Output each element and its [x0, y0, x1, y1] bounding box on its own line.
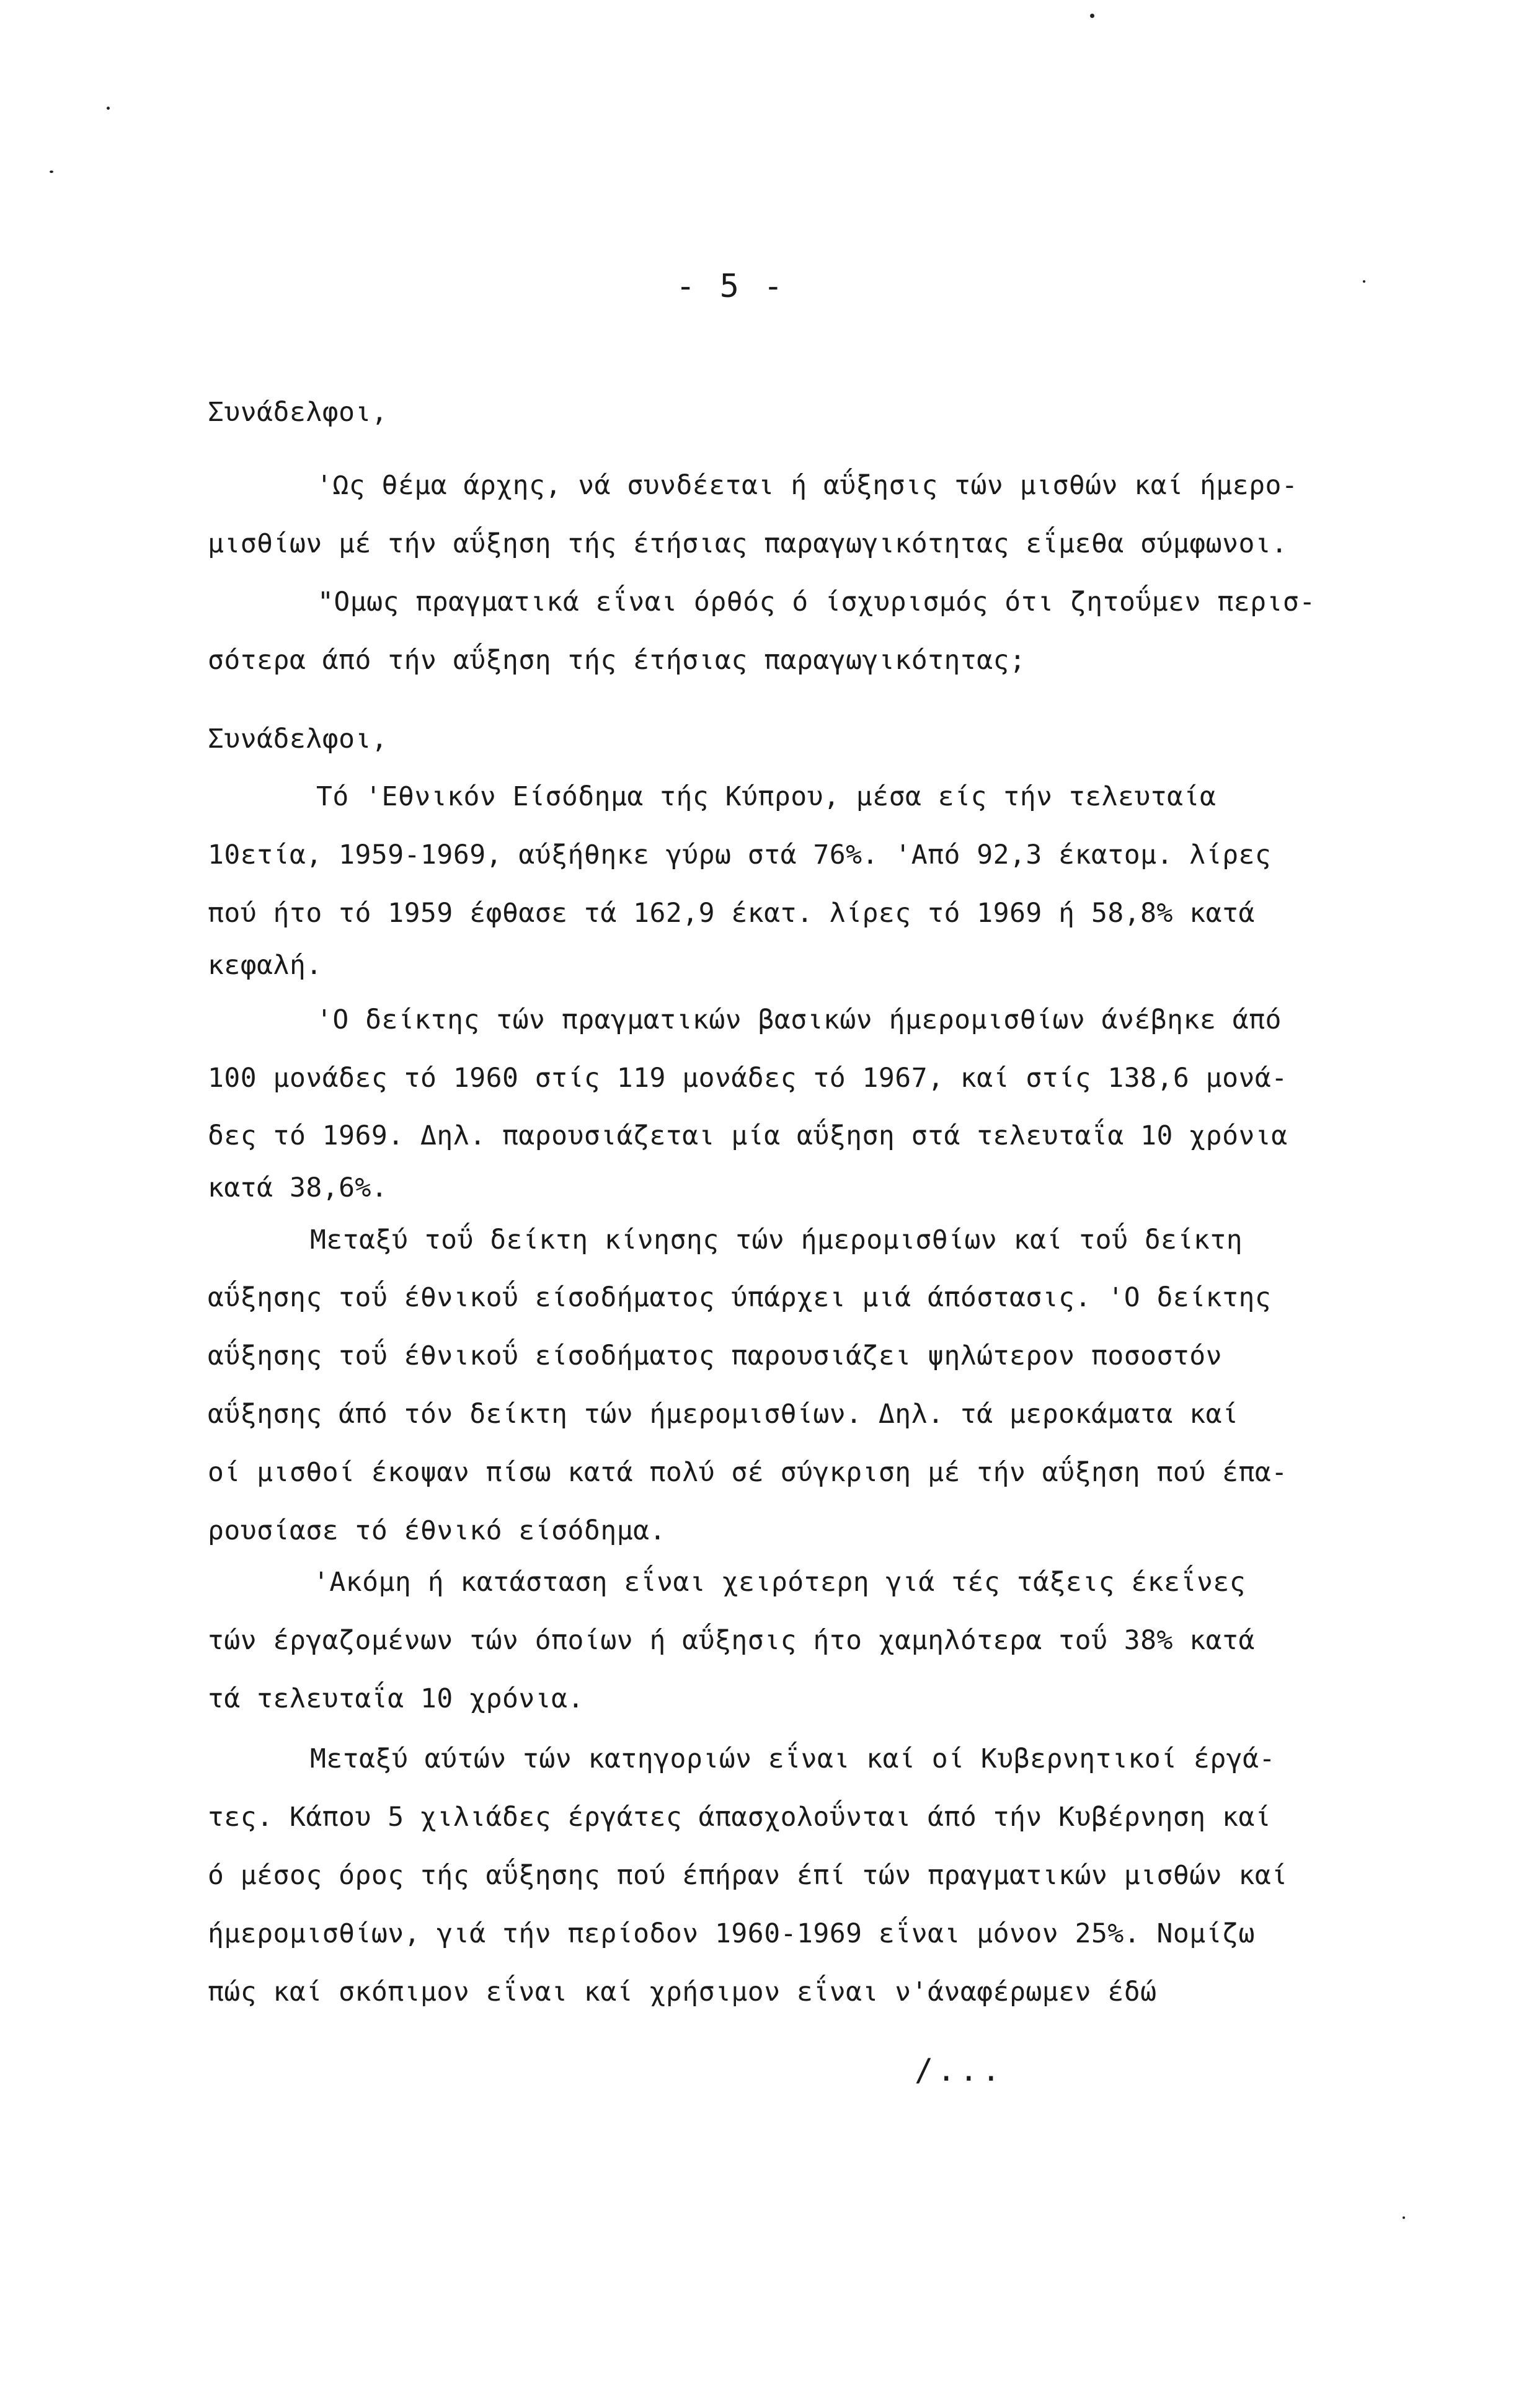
greeting-line: Συνάδελφοι,: [208, 724, 388, 755]
paragraph-2-line-4: κεφαλή.: [208, 950, 322, 981]
paragraph-1-line-3: "Ομως πραγματικά εΐναι όρθός ό ίσχυρισμός ότι ζητοΰμεν περισ-: [317, 587, 1316, 617]
paragraph-5-line-1: 'Ακόμη ή κατάσταση εΐναι χειρότερη γιά τές τάξεις έκεΐνες: [313, 1567, 1246, 1598]
paragraph-4-line-6: ρουσίασε τό έθνικό είσόδημα.: [208, 1515, 666, 1546]
paragraph-4-line-5: οί μισθοί έκοψαν πίσω κατά πολύ σέ σύγκριση μέ τήν αΰξηση πού έπα-: [208, 1457, 1288, 1488]
scan-speck: [1403, 2216, 1405, 2219]
scan-speck: [107, 107, 110, 110]
paragraph-5-line-2: τών έργαζομένων τών όποίων ή αΰξησις ήτο χαμηλότερα τοΰ 38% κατά: [208, 1625, 1255, 1656]
paragraph-6-line-5: πώς καί σκόπιμον εΐναι καί χρήσιμον εΐναι ν'άναφέρωμεν έδώ: [208, 1976, 1157, 2007]
paragraph-4-line-3: αΰξησης τοΰ έθνικοΰ είσοδήματος παρουσιάζει ψηλώτερον ποσοστόν: [208, 1340, 1223, 1371]
paragraph-6-line-4: ήμερομισθίων, γιά τήν περίοδον 1960-1969 εΐναι μόνον 25%. Νομίζω: [208, 1918, 1255, 1949]
paragraph-3-line-4: κατά 38,6%.: [208, 1172, 388, 1203]
paragraph-6-line-3: ό μέσος όρος τής αΰξησης πού έπήραν έπί τών πραγματικών μισθών καί: [208, 1860, 1288, 1891]
paragraph-3-line-3: δες τό 1969. Δηλ. παρουσιάζεται μία αΰξηση στά τελευταΐα 10 χρόνια: [208, 1120, 1288, 1151]
page-number: - 5 -: [676, 268, 786, 305]
paragraph-4-line-2: αΰξησης τοΰ έθνικοΰ είσοδήματος ύπάρχει μιά άπόστασις. 'Ο δείκτης: [208, 1282, 1272, 1313]
paragraph-3-line-1: 'Ο δείκτης τών πραγματικών βασικών ήμερομισθίων άνέβηκε άπό: [316, 1004, 1282, 1035]
paragraph-6-line-2: τες. Κάπου 5 χιλιάδες έργάτες άπασχολοΰνται άπό τήν Κυβέρνηση καί: [208, 1802, 1272, 1833]
paragraph-5-line-3: τά τελευταΐα 10 χρόνια.: [208, 1683, 584, 1714]
paragraph-1-line-1: 'Ως θέμα άρχης, νά συνδέεται ή αΰξησις τών μισθών καί ήμερο-: [316, 470, 1298, 501]
paragraph-2-line-2: 10ετία, 1959-1969, αύξήθηκε γύρω στά 76%. 'Από 92,3 έκατομ. λίρες: [208, 839, 1272, 870]
paragraph-1-line-4: σότερα άπό τήν αΰξηση τής έτήσιας παραγωγικότητας;: [208, 645, 1026, 676]
continuation-mark: /...: [915, 2052, 1004, 2088]
paragraph-3-line-2: 100 μονάδες τό 1960 στίς 119 μονάδες τό 1967, καί στίς 138,6 μονά-: [208, 1063, 1288, 1094]
paragraph-4-line-1: Μεταξύ τοΰ δείκτη κίνησης τών ήμερομισθίων καί τοΰ δείκτη: [310, 1224, 1243, 1255]
paragraph-2-line-3: πού ήτο τό 1959 έφθασε τά 162,9 έκατ. λίρες τό 1969 ή 58,8% κατά: [208, 898, 1255, 929]
scan-speck: [1090, 14, 1094, 18]
scan-speck: [1363, 280, 1365, 283]
paragraph-4-line-4: αΰξησης άπό τόν δείκτη τών ήμερομισθίων. Δηλ. τά μεροκάματα καί: [208, 1399, 1239, 1430]
scan-speck: [50, 170, 53, 173]
paragraph-2-line-1: Τό 'Εθνικόν Είσόδημα τής Κύπρου, μέσα είς τήν τελευταία: [316, 781, 1217, 812]
greeting-line: Συνάδελφοι,: [208, 397, 388, 428]
paragraph-1-line-2: μισθίων μέ τήν αΰξηση τής έτήσιας παραγωγικότητας εΐμεθα σύμφωνοι.: [208, 528, 1288, 559]
paragraph-6-line-1: Μεταξύ αύτών τών κατηγοριών εΐναι καί οί Κυβερνητικοί έργά-: [310, 1743, 1275, 1774]
